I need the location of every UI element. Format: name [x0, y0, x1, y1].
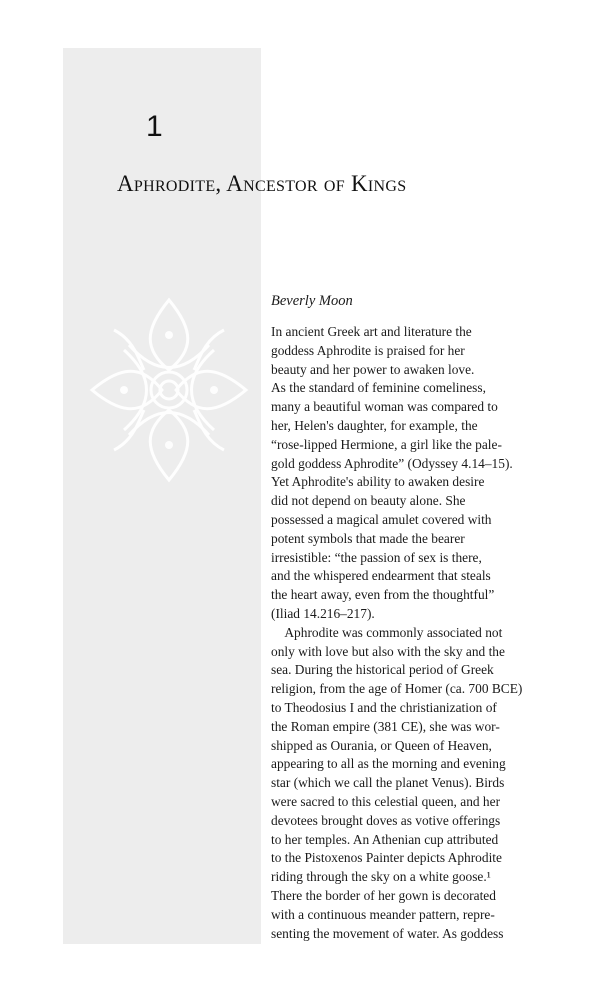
text-line: possessed a magical amulet covered with [271, 511, 492, 527]
text-line: shipped as Ourania, or Queen of Heaven, [271, 737, 492, 753]
text-line: her, Helen's daughter, for example, the [271, 417, 478, 433]
text-line: riding through the sky on a white goose.¹ [271, 869, 491, 885]
celtic-knot-ornament-icon [84, 290, 254, 490]
chapter-number: 1 [146, 110, 163, 143]
text-line: to her temples. An Athenian cup attributed [271, 831, 499, 847]
text-line: only with love but also with the sky and the [271, 643, 505, 659]
text-line: devotees brought doves as votive offerings [271, 812, 501, 828]
text-line: with a continuous meander pattern, repre- [271, 906, 495, 922]
text-line: the Roman empire (381 CE), she was wor- [271, 718, 500, 734]
text-line: In ancient Greek art and literature the [271, 324, 472, 339]
text-line: “rose-lipped Hermione, a girl like the pale- [271, 436, 502, 452]
body-text [271, 323, 611, 943]
text-line: to the Pistoxenos Painter depicts Aphrodite [271, 850, 502, 866]
text-line: Yet Aphrodite's ability to awaken desire [271, 474, 485, 490]
text-line: the heart away, even from the thoughtful” [271, 587, 495, 603]
text-line: potent symbols that made the bearer [271, 530, 465, 546]
text-line: Aphrodite was commonly associated not [271, 624, 503, 640]
text-line: did not depend on beauty alone. She [271, 493, 466, 509]
text-line: to Theodosius I and the christianization of [271, 699, 497, 715]
text-line: and the whispered endearment that steals [271, 568, 491, 584]
text-line: star (which we call the planet Venus). Birds [271, 775, 505, 791]
text-line: (Iliad 14.216–217). [271, 605, 375, 621]
text-line: many a beautiful woman was compared to [271, 399, 498, 415]
text-line: senting the movement of water. As goddess [271, 925, 504, 941]
text-line: gold goddess Aphrodite” (Odyssey 4.14–15). [271, 455, 513, 471]
text-line: As the standard of feminine comeliness, [271, 380, 486, 396]
text-line: There the border of her gown is decorated [271, 887, 496, 903]
author-name: Beverly Moon [271, 293, 353, 309]
text-line: appearing to all as the morning and evening [271, 756, 506, 772]
text-line: sea. During the historical period of Greek [271, 662, 494, 678]
text-line: religion, from the age of Homer (ca. 700 BCE) [271, 681, 523, 697]
text-line: goddess Aphrodite is praised for her [271, 342, 465, 358]
text-line: irresistible: “the passion of sex is there, [271, 549, 482, 565]
chapter-title: Aphrodite, Ancestor of Kings [117, 171, 407, 196]
text-line: beauty and her power to awaken love. [271, 361, 475, 377]
text-line: were sacred to this celestial queen, and her [271, 793, 501, 809]
